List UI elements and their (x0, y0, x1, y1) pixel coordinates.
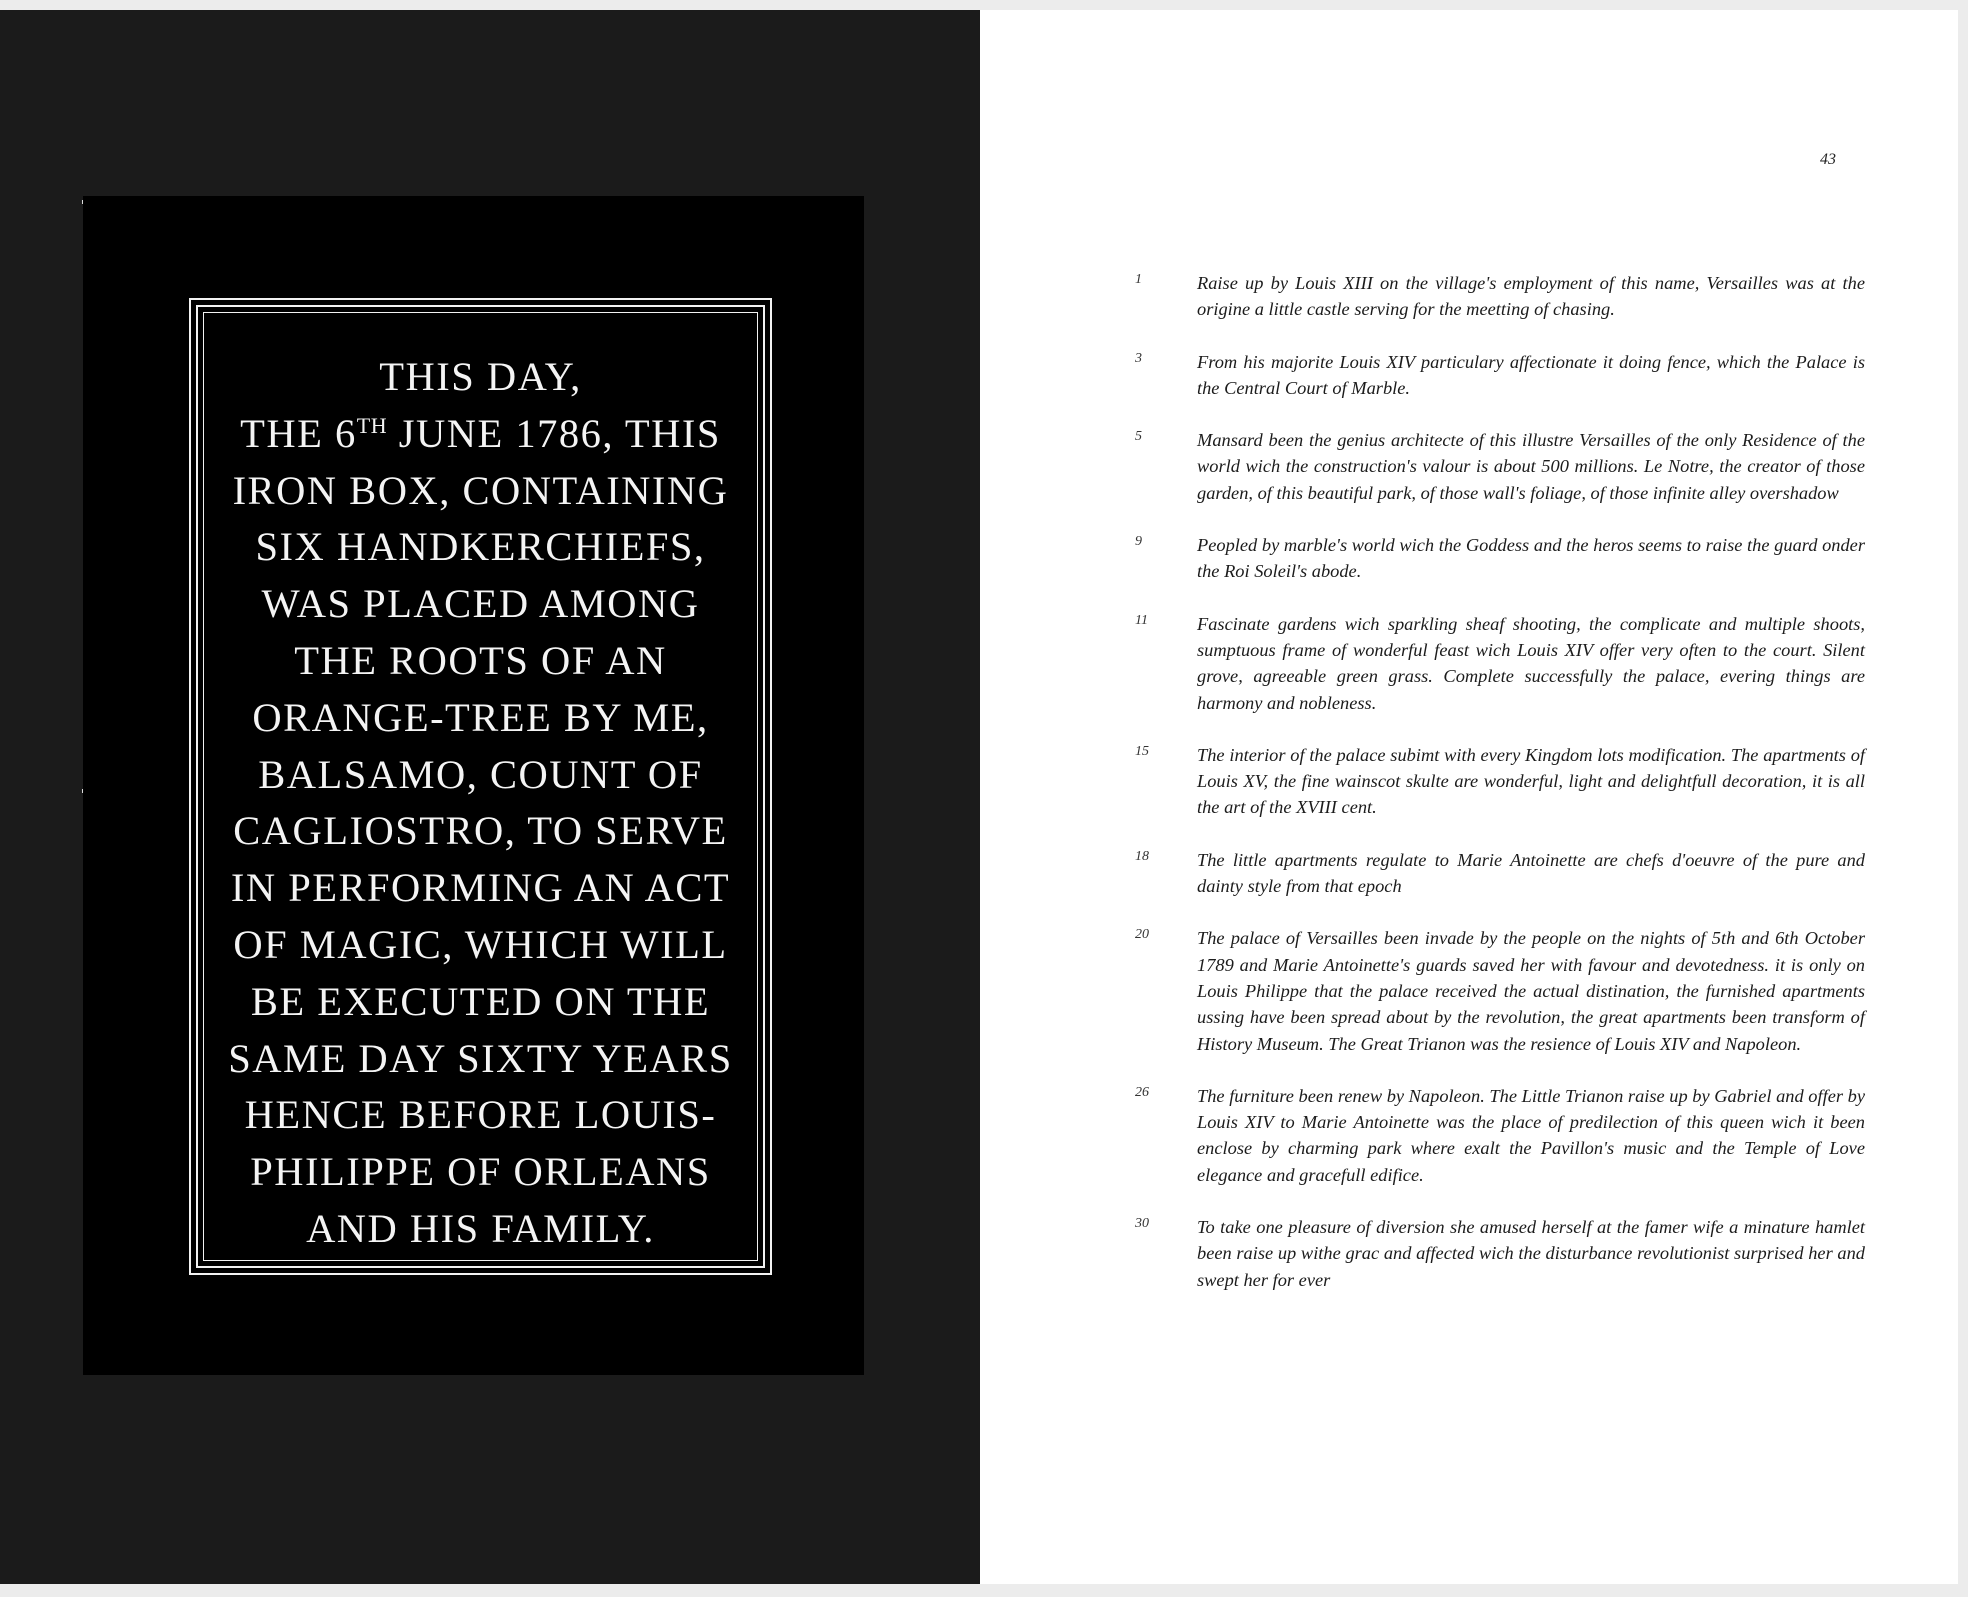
inscription-plaque (83, 196, 864, 1375)
inscription-line: SIX HANDKERCHIEFS, (255, 524, 706, 570)
inscription-line-rest: JUNE 1786, THIS (398, 410, 721, 456)
footnote-text: Mansard been the genius architecte of this illustre Versailles of the only Residence of the world wich the construction's valour is about 500 millions. Le Notre, the creator of those garden, of this beautiful park, of those wall's foliage, of those infinite alley overshadow (1197, 430, 1865, 503)
footnote-text: The furniture been renew by Napoleon. The Little Trianon raise up by Gabriel and offer by Louis XIV to Marie Antoinette was the place of predilection of this queen wich it been enclose by charming park where exalt the Pavillon's music and the Temple of Love elegance and gracefull edifice. (1197, 1085, 1865, 1185)
footnote (1125, 1083, 1865, 1188)
inscription-line: OF MAGIC, WHICH WILL (233, 921, 728, 967)
footnote (1125, 270, 1865, 323)
footnote (1125, 349, 1865, 402)
footnote-number: 26 (1135, 1084, 1149, 1100)
footnote-number: 30 (1135, 1216, 1149, 1232)
footnote (1125, 742, 1865, 821)
inscription-line: THE ROOTS OF AN (294, 637, 667, 683)
plaque-frame (189, 298, 772, 1275)
inscription-line: WAS PLACED AMONG (261, 581, 700, 627)
footnote-number: 11 (1135, 612, 1148, 628)
footnote (1125, 847, 1865, 900)
footnote-text: To take one pleasure of diversion she amused herself at the famer wife a minature hamlet been raise up withe grac and affected wich the disturbance revolutionist surprised her and swept her for ever (1197, 1217, 1865, 1290)
footnote-number: 3 (1135, 350, 1142, 366)
left-page (0, 10, 980, 1584)
inscription-line: IN PERFORMING AN ACT (230, 865, 731, 911)
footnote-text: The little apartments regulate to Marie Antoinette are chefs d'oeuvre of the pure and dainty style from that epoch (1197, 849, 1865, 897)
footnote-text: From his majorite Louis XIV particulary affectionate it doing fence, which the Palace is the Central Court of Marble. (1197, 351, 1865, 398)
plaque-frame-innermost (203, 312, 758, 1261)
footnote (1125, 925, 1865, 1056)
inscription-line: CAGLIOSTRO, TO SERVE (233, 808, 728, 854)
footnote-text: The interior of the palace subimt with every Kingdom lots modification. The apartments of Louis XV, the fine wainscot skulte are wonderful, light and delightfull decoration, it is all the art of the XVIII cent. (1197, 744, 1865, 818)
footnote-number: 1 (1135, 272, 1142, 287)
inscription-line: PHILIPPE OF ORLEANS (250, 1149, 711, 1195)
footnote (1125, 427, 1865, 506)
footnote-text: Raise up by Louis XIII on the village's employment of this name, Versailles was at the origine a little castle serving for the meetting of chasing. (1197, 273, 1865, 320)
inscription-line: BALSAMO, COUNT OF (258, 751, 703, 797)
footnote-number: 15 (1135, 743, 1149, 759)
footnotes-list (1125, 270, 1865, 1319)
inscription-line: SAME DAY SIXTY YEARS (228, 1035, 733, 1081)
inscription-line: HENCE BEFORE LOUIS- (244, 1092, 717, 1138)
inscription-line: BE EXECUTED ON THE (250, 978, 711, 1024)
inscription-line: IRON BOX, CONTAINING (232, 467, 729, 513)
inscription-line-prefix: THE 6 (240, 410, 357, 456)
footnote-text: Peopled by marble's world wich the Goddess and the heros seems to raise the guard onder the Roi Soleil's abode. (1197, 535, 1865, 582)
footnote-number: 9 (1135, 534, 1142, 550)
inscription-line: THIS DAY, (379, 354, 582, 399)
footnote (1125, 532, 1865, 585)
plaque-frame-inner (196, 305, 765, 1268)
page-number: 43 (1820, 151, 1836, 168)
footnote-text: Fascinate gardens wich sparkling sheaf shooting, the complicate and multiple shoots, sumptuous frame of wonderful feast wich Louis XIV offer very often to the court. Silent grove, agreeable green grass. Complete successfully the palace, evering things are harmony and nobleness. (1197, 613, 1865, 713)
footnote-number: 18 (1135, 848, 1149, 864)
footnote-number: 20 (1135, 927, 1149, 943)
inscription-line: AND HIS FAMILY. (306, 1205, 655, 1251)
ordinal-superscript: TH (356, 412, 388, 438)
inscription-line (204, 406, 757, 463)
footnote-text: The palace of Versailles been invade by the people on the nights of 5th and 6th October 1789 and Marie Antoinette's guards saved her with favour and devotedness. it is only on Louis Philippe that the palace received the actual distination, the furnished apartments ussing have been spread about by the revolution, the great apartments been transform of History Museum. The Great Trianon was the resience of Louis XIV and Napoleon. (1197, 928, 1865, 1054)
inscription-text (204, 349, 757, 1258)
inscription-line: ORANGE-TREE BY ME, (252, 694, 709, 740)
footnote (1125, 611, 1865, 716)
footnote (1125, 1214, 1865, 1293)
footnote-number: 5 (1135, 429, 1142, 445)
